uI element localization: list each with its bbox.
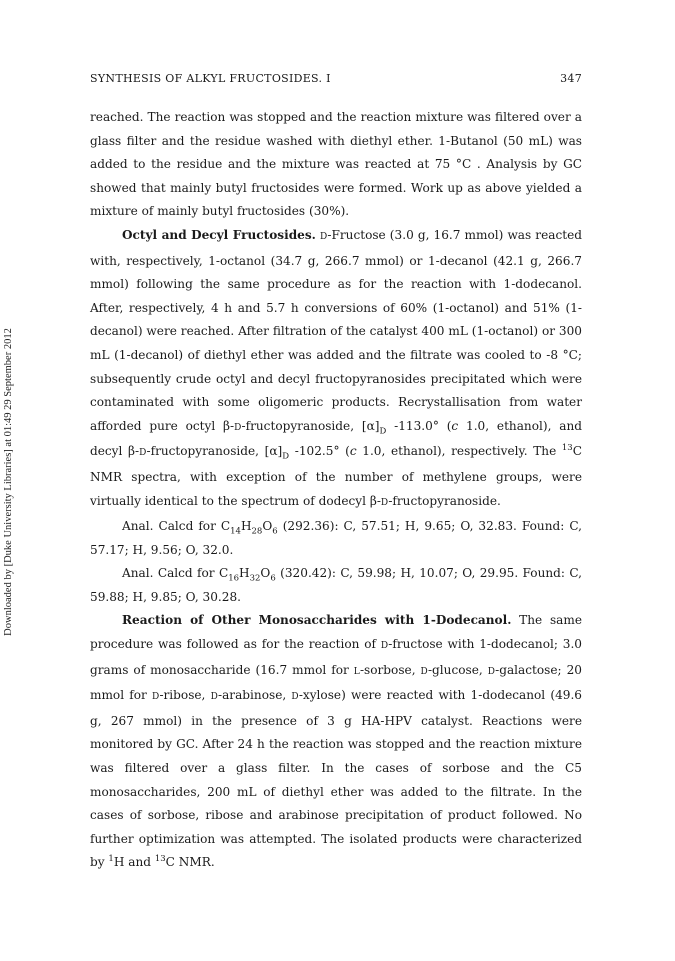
section-heading-octyl-decyl: Octyl and Decyl Fructosides. [122,227,316,242]
paragraph-butyl: reached. The reaction was stopped and the reaction mixture was filtered over a glass filter and the residue washed with diethyl ether. 1-Butanol (50 mL) was added to the residue and the mixture was reacted at 75 °C . Analysis by GC showed that mainly butyl fructosides were formed. Work up as above yielded a mixture of mainly butyl fructosides (30%). [90,110,582,219]
section-heading-other-monosaccharides: Reaction of Other Monosaccharides with 1-Dodecanol. [122,613,512,628]
download-watermark: Downloaded by [Duke University Libraries] at 01:49 29 September 2012 [3,328,14,636]
analysis-octyl: Anal. Calcd for $C_{14}H_{28}O_6$ (292.36): C, 57.51; H, 9.65; O, 32.83. Found: C, 57.17; H, 9.56; O, 32.0. [90,519,582,557]
running-title: SYNTHESIS OF ALKYL FRUCTOSIDES. I [90,72,331,85]
paragraph-other-monosaccharides: Reaction of Other Monosaccharides with 1-Dodecanol. The same procedure was followed as for the reaction of D-fructose with 1-dodecanol; 3.0 grams of monosaccharide (16.7 mmol for L-sorbose, D-glucose, D-galactose; 20 mmol for D-ribose, D-arabinose, D-xylose) were reacted with 1-dodecanol (49.6 g, 267 mmol) in the presence of 3 g HA-HPV catalyst. Reactions were monitored by GC. After 24 h the reaction was stopped and the reaction mixture was filtered over a glass filter. In the cases of sorbose and the C5 monosaccharides, 200 mL of diethyl ether was added to the filtrate. In the cases of sorbose, ribose and arabinose precipitation of product followed. No further optimization was attempted. The isolated products were characterized by $^1$H and $^{13}$C NMR. [90,613,582,870]
page-number: 347 [560,72,582,85]
body-text [90,106,582,875]
analysis-decyl: Anal. Calcd for $C_{16}H_{32}O_6$ (320.42): C, 59.98; H, 10.07; O, 29.95. Found: C, 59.88; H, 9.85; O, 30.28. [90,566,582,604]
paragraph-octyl-decyl: Octyl and Decyl Fructosides. D-Fructose (3.0 g, 16.7 mmol) was reacted with, respectively, 1-octanol (34.7 g, 266.7 mmol) or 1-decanol (42.1 g, 266.7 mmol) following the same procedure as for the reaction with 1-dodecanol. After, respectively, 4 h and 5.7 h conversions of 60% (1-octanol) and 51% (1-decanol) were reached. After filtration of the catalyst 400 mL (1-octanol) or 300 mL (1-decanol) of diethyl ether was added and the filtrate was cooled to -8 °C; subsequently crude octyl and decyl fructopyranosides precipitated which were contaminated with some oligomeric products. Recrystallisation from water afforded pure octyl β-D-fructopyranoside, $[\alpha]_D$ -113.0° (c 1.0, ethanol), and decyl β-D-fructopyranoside, $[\alpha]_D$ -102.5° (c 1.0, ethanol), respectively. The $^{13}$C NMR spectra, with exception of the number of methylene groups, were virtually identical to the spectrum of dodecyl β-D-fructopyranoside. [90,227,582,508]
